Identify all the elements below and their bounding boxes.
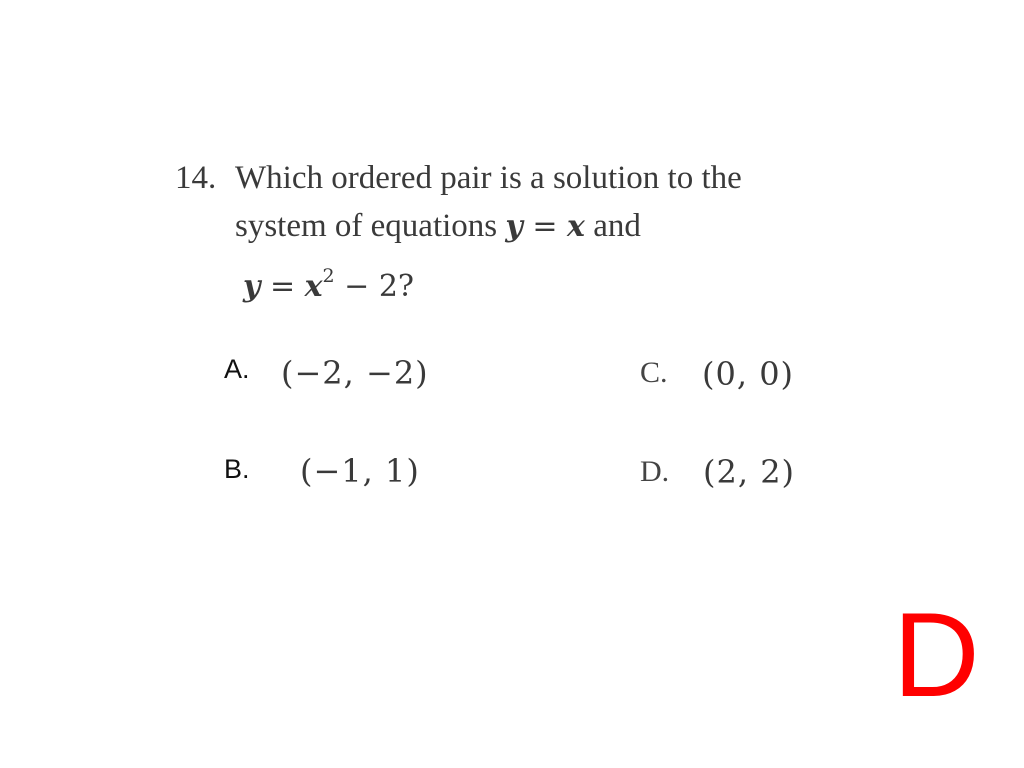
question-line-2-text: system of equations [235,208,506,244]
question-line-1: Which ordered pair is a solution to the [235,160,742,196]
choice-c-value: (0, 0) [702,355,795,393]
question-number: 14. [175,160,217,196]
choice-c-letter: C. [640,356,668,389]
question-line-2-and: and [584,208,641,244]
equation-1-equals: = [522,209,568,244]
equation-1-y: y [505,209,523,244]
equation-2-y: y [243,269,261,304]
equation-1-x: x [567,209,585,244]
equation-2-exponent: 2 [322,265,335,287]
choice-a-letter: A. [224,354,250,384]
answer-letter: D [893,588,980,722]
question-line-2 [235,202,641,251]
question-line-3 [243,252,414,311]
choice-a-value: (−2, −2) [281,354,429,392]
choice-d-value: (2, 2) [703,453,796,491]
choice-b-letter: B. [224,454,250,484]
choice-b-value: (−1, 1) [300,452,420,490]
equation-2-equals: = [260,269,305,304]
equation-2-rest: − 2? [334,269,415,304]
choice-d-letter: D. [640,455,670,488]
equation-2-x: x [304,269,323,304]
